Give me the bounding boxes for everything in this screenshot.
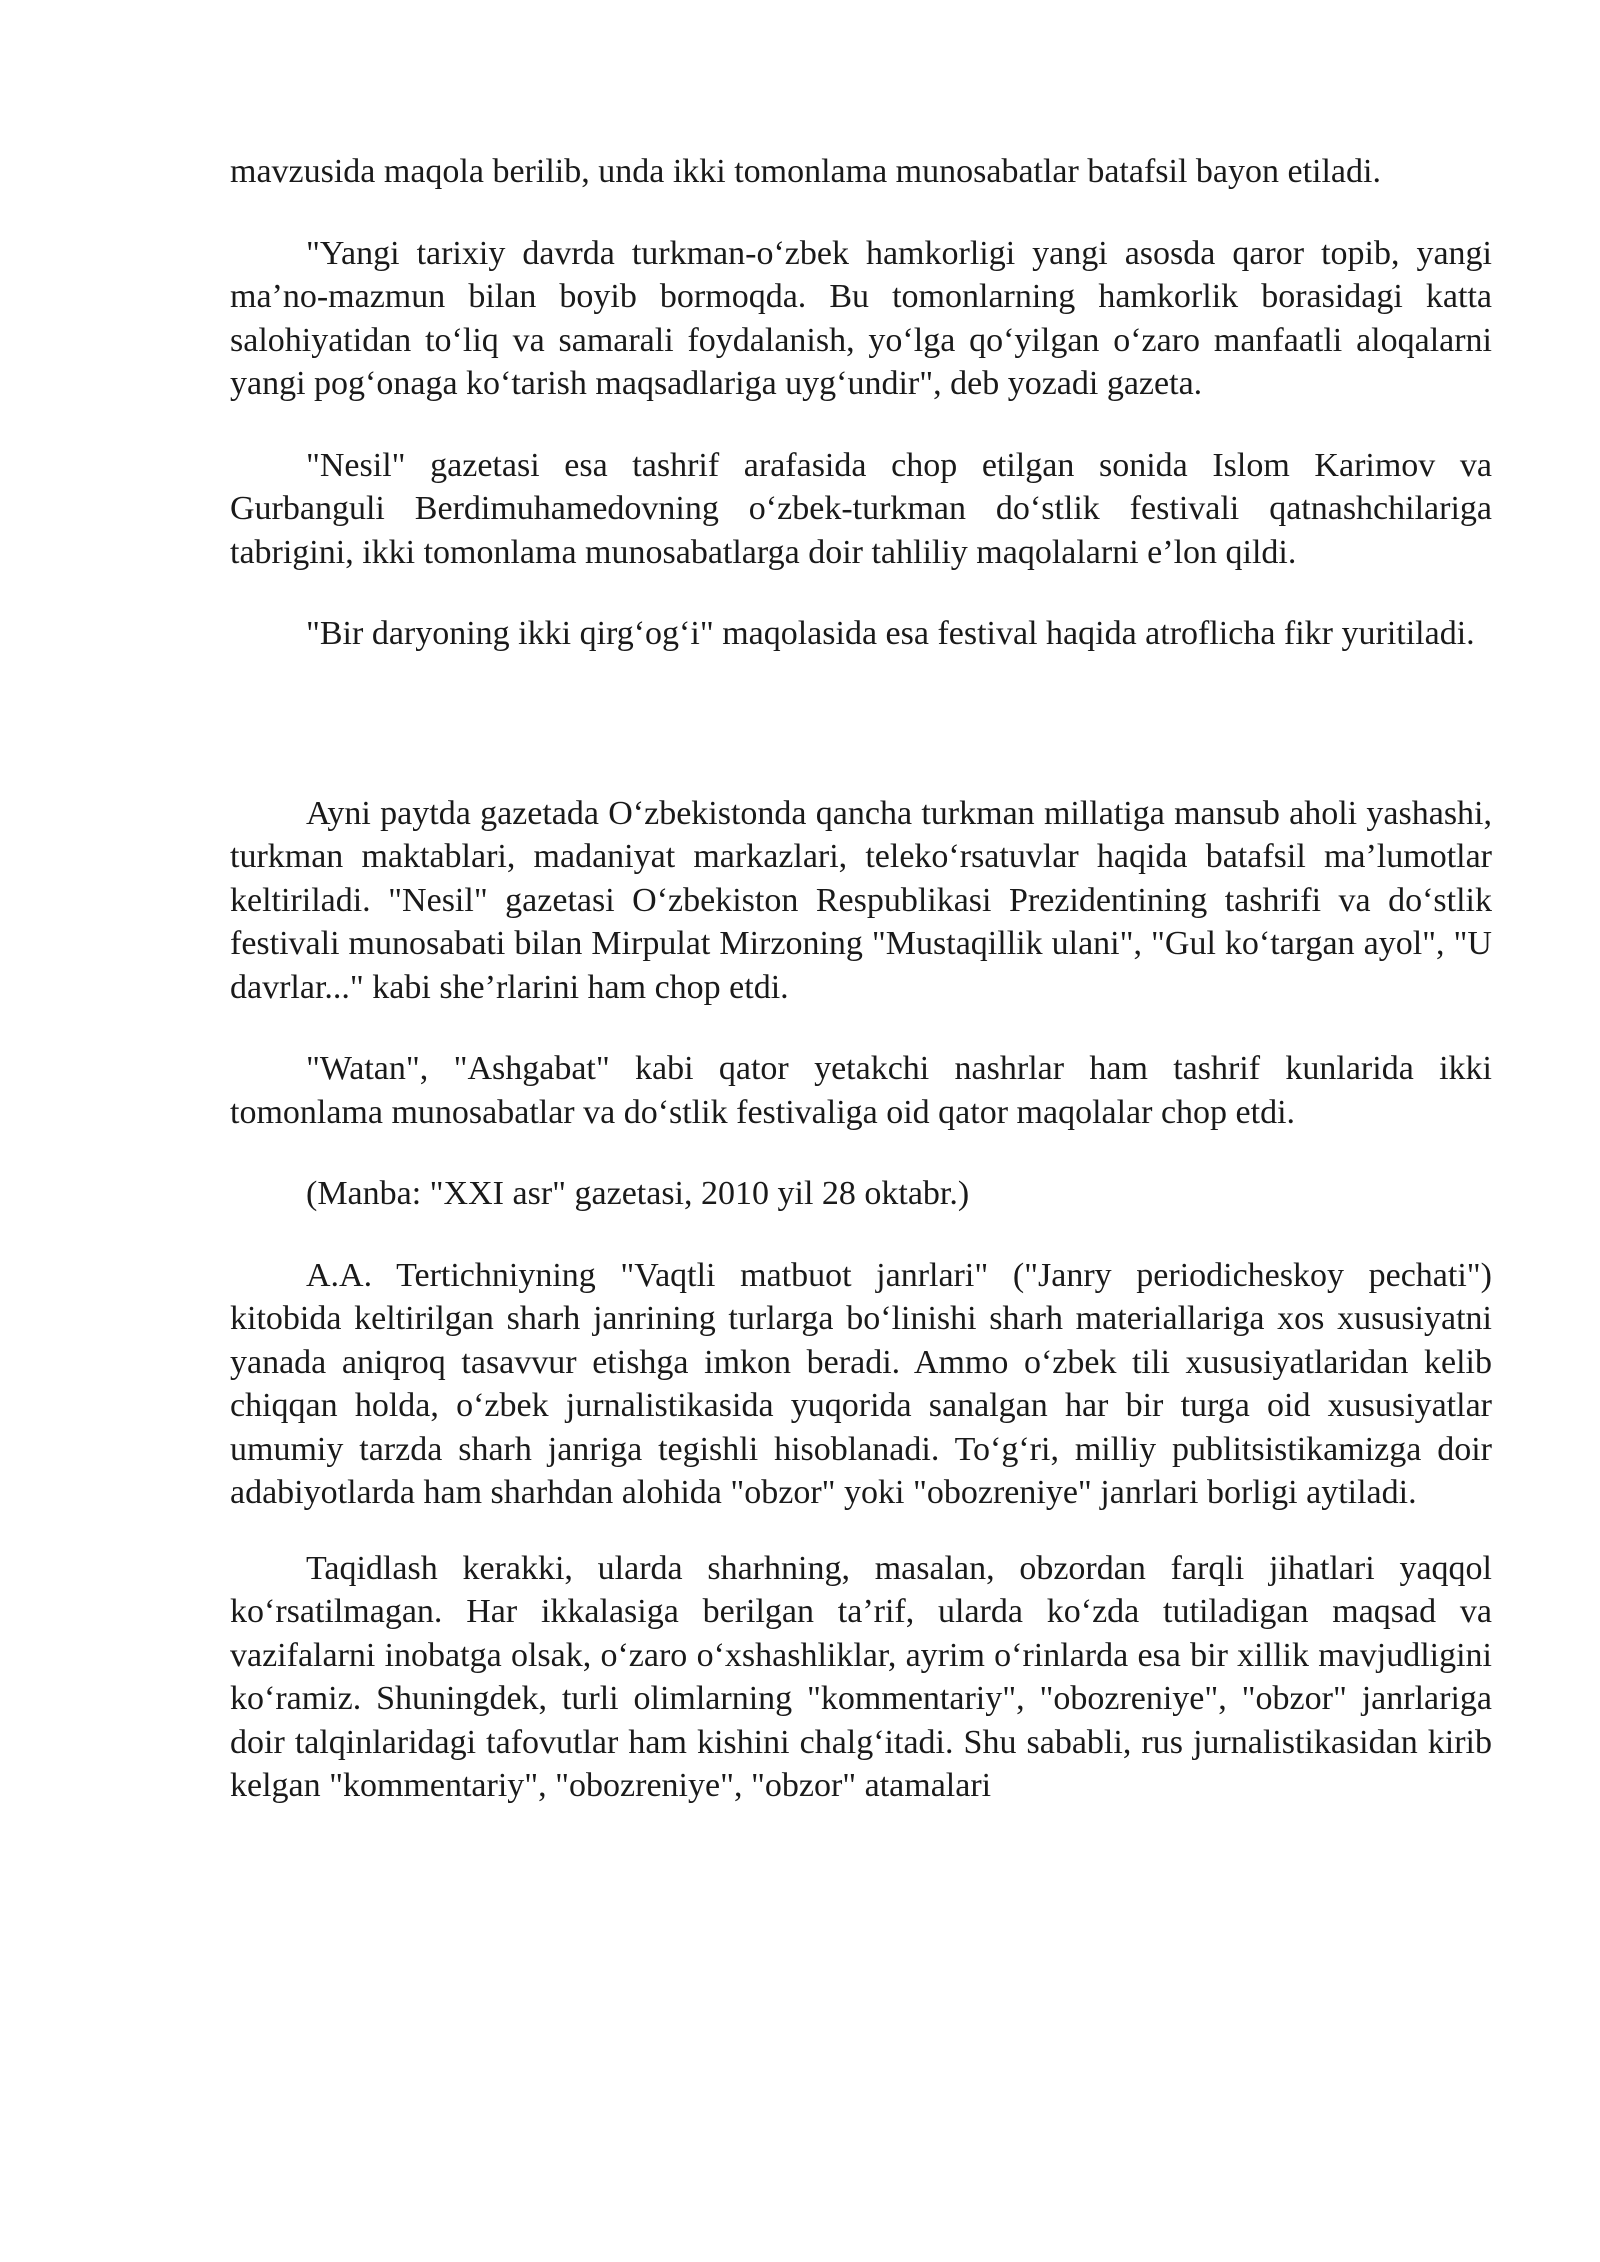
paragraph-turkmen-population: Ayni paytda gazetada O‘zbekistonda qancha turkman millatiga mansub aholi yashashi, turkman maktablari, madaniyat markazlari, teleko‘rsatuvlar haqida batafsil ma’lumotlar keltiriladi. "Nesil" gazetasi O‘zbekiston Respublikasi Prezidentining tashrifi va do‘stlik festivali munosabati bilan Mirpulat Mirzoning "Mustaqillik ulani", "Gul ko‘targan ayol", "U davrlar..." kabi she’rlarini ham chop etdi.	[230, 794, 1492, 1006]
document-page	[230, 150, 1492, 1846]
paragraph-watan-ashgabat: "Watan", "Ashgabat" kabi qator yetakchi nashrlar ham tashrif kunlarida ikki tomonlama munosabatlar va do‘stlik festivaliga oid qator maqolalar chop etdi.	[230, 1050, 1492, 1131]
paragraph-continuation: mavzusida maqola berilib, unda ikki tomonlama munosabatlar batafsil bayon etiladi.	[230, 153, 1381, 190]
paragraph-two-banks: "Bir daryoning ikki qirg‘og‘i" maqolasida esa festival haqida atroflicha fikr yuritiladi.	[306, 615, 1475, 652]
paragraph-tertichniy: A.A. Tertichniyning "Vaqtli matbuot janrlari" ("Janry periodicheskoy pechati") kitobida keltirilgan sharh janrining turlarga bo‘linishi sharh materiallariga xos xususiyatni yanada aniqroq tasavvur etishga imkon beradi. Ammo o‘zbek tili xususiyatlaridan kelib chiqqan holda, o‘zbek jurnalistikasida yuqorida sanalgan har bir turga oid xususiyatlar umumiy tarzda sharh janriga tegishli hisoblanadi. To‘g‘ri, milliy publitsistikamizga doir adabiyotlarda ham sharhdan alohida "obzor" yoki "obozreniye" janrlari borligi aytiladi.	[230, 1256, 1492, 1511]
paragraph-nesil-greeting: "Nesil" gazetasi esa tashrif arafasida chop etilgan sonida Islom Karimov va Gurbanguli Berdimuhamedovning o‘zbek-turkman do‘stlik festivali qatnashchilariga tabrigini, ikki tomonlama munosabatlarga doir tahliliy maqolalarni e’lon qildi.	[230, 446, 1492, 571]
paragraph-source: (Manba: "XXI asr" gazetasi, 2010 yil 28 oktabr.)	[306, 1175, 970, 1212]
paragraph-gazette-quote: "Yangi tarixiy davrda turkman-o‘zbek hamkorligi yangi asosda qaror topib, yangi ma’no-mazmun bilan boyib bormoqda. Bu tomonlarning hamkorlik borasidagi katta salohiyatidan to‘liq va samarali foydalanish, yo‘lga qo‘yilgan o‘zaro manfaatli aloqalarni yangi pog‘onaga ko‘tarish maqsadlariga uyg‘undir", deb yozadi gazeta.	[230, 234, 1492, 402]
paragraph-comparison: Taqidlash kerakki, ularda sharhning, masalan, obzordan farqli jihatlari yaqqol ko‘rsatilmagan. Har ikkalasiga berilgan ta’rif, ularda ko‘zda tutiladigan maqsad va vazifalarni inobatga olsak, o‘zaro o‘xshashliklar, ayrim o‘rinlarda esa bir xillik mavjudligini ko‘ramiz. Shuningdek, turli olimlarning "kommentariy", "obozreniye", "obzor" janrlariga doir talqinlaridagi tafovutlar ham kishini chalg‘itadi. Shu sababli, rus jurnalistikasidan kirib kelgan "kommentariy", "obozreniye", "obzor" atamalari	[230, 1549, 1492, 1804]
